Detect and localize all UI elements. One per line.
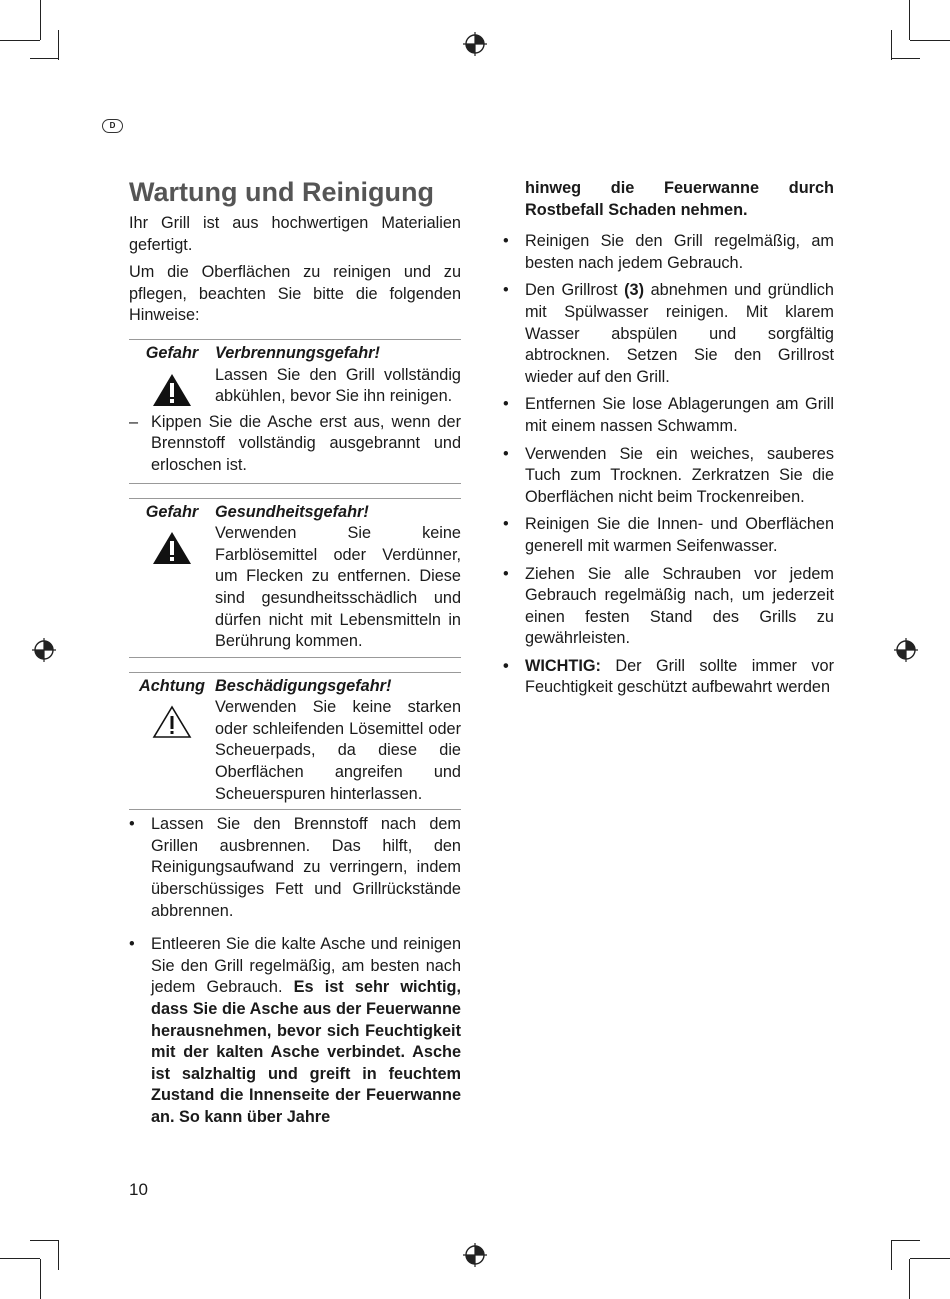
danger-triangle-icon <box>152 531 192 565</box>
crop-mark <box>58 30 59 60</box>
caution-triangle-icon <box>152 705 192 739</box>
bullet-marker: • <box>503 281 509 300</box>
language-badge: D <box>102 119 123 133</box>
warning-tag: Gefahr <box>145 502 199 521</box>
page-title: Wartung und Reinigung <box>129 177 434 207</box>
dash-list <box>129 412 461 477</box>
bullet-list <box>129 814 461 1128</box>
bullet-marker: • <box>129 935 135 954</box>
list-item-text: Kippen Sie die Asche erst aus, wenn der Brennstoff vollständig ausgebrannt und erloschen ist. <box>151 412 461 474</box>
crop-mark <box>40 0 41 40</box>
list-item <box>129 412 461 477</box>
list-item-text: Verwenden Sie ein weiches, sauberes Tuch zum Trocknen. Zerkratzen Sie die Oberflächen nicht beim Trockenreiben. <box>525 444 834 506</box>
bullet-marker: • <box>503 444 509 463</box>
warning-title: Verbrennungsgefahr! <box>215 343 380 362</box>
crop-mark <box>40 1259 41 1299</box>
crop-mark <box>909 0 910 40</box>
bullet-marker: • <box>129 815 135 834</box>
crop-mark <box>909 1259 910 1299</box>
registration-mark-icon <box>463 32 487 56</box>
list-item-text: Entleeren Sie die kalte Asche und reinigen Sie den Grill regelmäßig, am besten nach jedem Gebrauch. <box>151 935 461 997</box>
divider <box>129 809 461 810</box>
list-item-text: Entfernen Sie lose Ablagerungen am Grill mit einem nassen Schwamm. <box>525 395 834 435</box>
bullet-marker: • <box>503 564 509 583</box>
crop-mark <box>30 58 59 59</box>
important-label: WICHTIG: <box>525 656 601 675</box>
registration-mark-icon <box>463 1243 487 1267</box>
warning-body: Verwenden Sie keine Farblösemittel oder Verdünner, um Flecken zu entfernen. Diese sind gesundheitsschädlich und dürfen nicht mit Lebensmitteln in Berührung kommen. <box>215 524 461 651</box>
bullet-marker: • <box>503 232 509 251</box>
bullet-list <box>503 231 834 699</box>
list-item <box>503 564 834 650</box>
list-item-text: Ziehen Sie alle Schrauben vor jedem Gebrauch regelmäßig nach, um jederzeit einen festen Stand des Grills zu gewährleisten. <box>525 564 834 648</box>
warning-label <box>129 343 215 408</box>
list-item-text: Den Grillrost <box>525 281 625 300</box>
list-item-text: Reinigen Sie die Innen- und Oberflächen generell mit warmen Seifenwasser. <box>525 515 834 555</box>
dash-marker: – <box>129 412 139 431</box>
list-item <box>503 514 834 557</box>
crop-mark <box>0 40 40 41</box>
warning-label <box>129 502 215 653</box>
crop-mark <box>0 1258 40 1259</box>
crop-mark <box>910 40 950 41</box>
warning-text <box>215 343 461 408</box>
list-item <box>503 231 834 274</box>
bullet-marker: • <box>503 515 509 534</box>
warning-tag: Achtung <box>138 676 205 695</box>
registration-mark-icon <box>32 638 56 662</box>
intro-paragraph: Um die Oberflächen zu reinigen und zu pflegen, beachten Sie bitte die folgenden Hinweise: <box>129 263 461 325</box>
list-item <box>129 934 461 1128</box>
left-column <box>129 175 461 1135</box>
divider <box>129 657 461 658</box>
crop-mark <box>910 1258 950 1259</box>
bullet-marker: • <box>503 395 509 414</box>
danger-triangle-icon <box>152 373 192 407</box>
crop-mark <box>891 1240 920 1241</box>
intro-paragraph: Ihr Grill ist aus hochwertigen Materialien gefertigt. <box>129 214 461 254</box>
list-item <box>503 656 834 699</box>
warning-tag: Gefahr <box>145 343 199 362</box>
warning-block-health <box>129 499 461 653</box>
list-item-text: Der Grill sollte immer vor Feuchtigkeit geschützt aufbewahrt werden <box>525 656 834 697</box>
list-item-text: abnehmen und gründlich mit Spülwasser reinigen. Mit klarem Wasser abspülen und sorgfältig abtrocknen. Setzen Sie den Grillrost wieder auf den Grill. <box>525 281 834 386</box>
crop-mark <box>891 1240 892 1270</box>
crop-mark <box>891 30 892 60</box>
list-item-text: Lassen Sie den Brennstoff nach dem Grillen ausbrennen. Das hilft, den Reinigungsaufwand zu verringern, indem überschüssiges Fett und Grillrückstände abbrennen. <box>151 815 461 920</box>
divider <box>129 483 461 484</box>
list-item <box>503 280 834 388</box>
crop-mark <box>891 58 920 59</box>
warning-body: Lassen Sie den Grill vollständig abkühlen, bevor Sie ihn reinigen. <box>215 365 461 406</box>
warning-body: Verwenden Sie keine starken oder schleifenden Lösemittel oder Scheuerpads, da diese die Oberflächen angreifen und Scheuerspuren hinterlassen. <box>215 698 461 803</box>
warning-text <box>215 502 461 653</box>
crop-mark <box>58 1240 59 1270</box>
warning-block-burn <box>129 340 461 408</box>
page-number: 10 <box>129 1180 148 1199</box>
continuation-text: hinweg die Feuerwanne durch Rostbefall Schaden nehmen. <box>525 179 834 219</box>
warning-label <box>129 676 215 806</box>
part-reference: (3) <box>624 281 645 300</box>
right-column <box>503 178 834 705</box>
warning-text <box>215 676 461 806</box>
list-item <box>129 814 461 922</box>
warning-block-damage <box>129 673 461 806</box>
list-item <box>503 444 834 509</box>
registration-mark-icon <box>894 638 918 662</box>
list-item <box>503 394 834 437</box>
list-item-text: Reinigen Sie den Grill regelmäßig, am besten nach jedem Gebrauch. <box>525 232 834 272</box>
list-item-emphasis: Es ist sehr wichtig, dass Sie die Asche aus der Feuerwanne herausnehmen, bevor sich Feuchtigkeit mit der kalten Asche verbindet. Asche ist salzhaltig und greift in feuchtem Zustand die Innenseite der Feuerwanne an. So kann über Jahre <box>151 978 461 1126</box>
bullet-marker: • <box>503 656 509 675</box>
warning-title: Beschädigungsgefahr! <box>215 676 392 695</box>
crop-mark <box>30 1240 59 1241</box>
warning-title: Gesundheitsgefahr! <box>215 502 369 521</box>
